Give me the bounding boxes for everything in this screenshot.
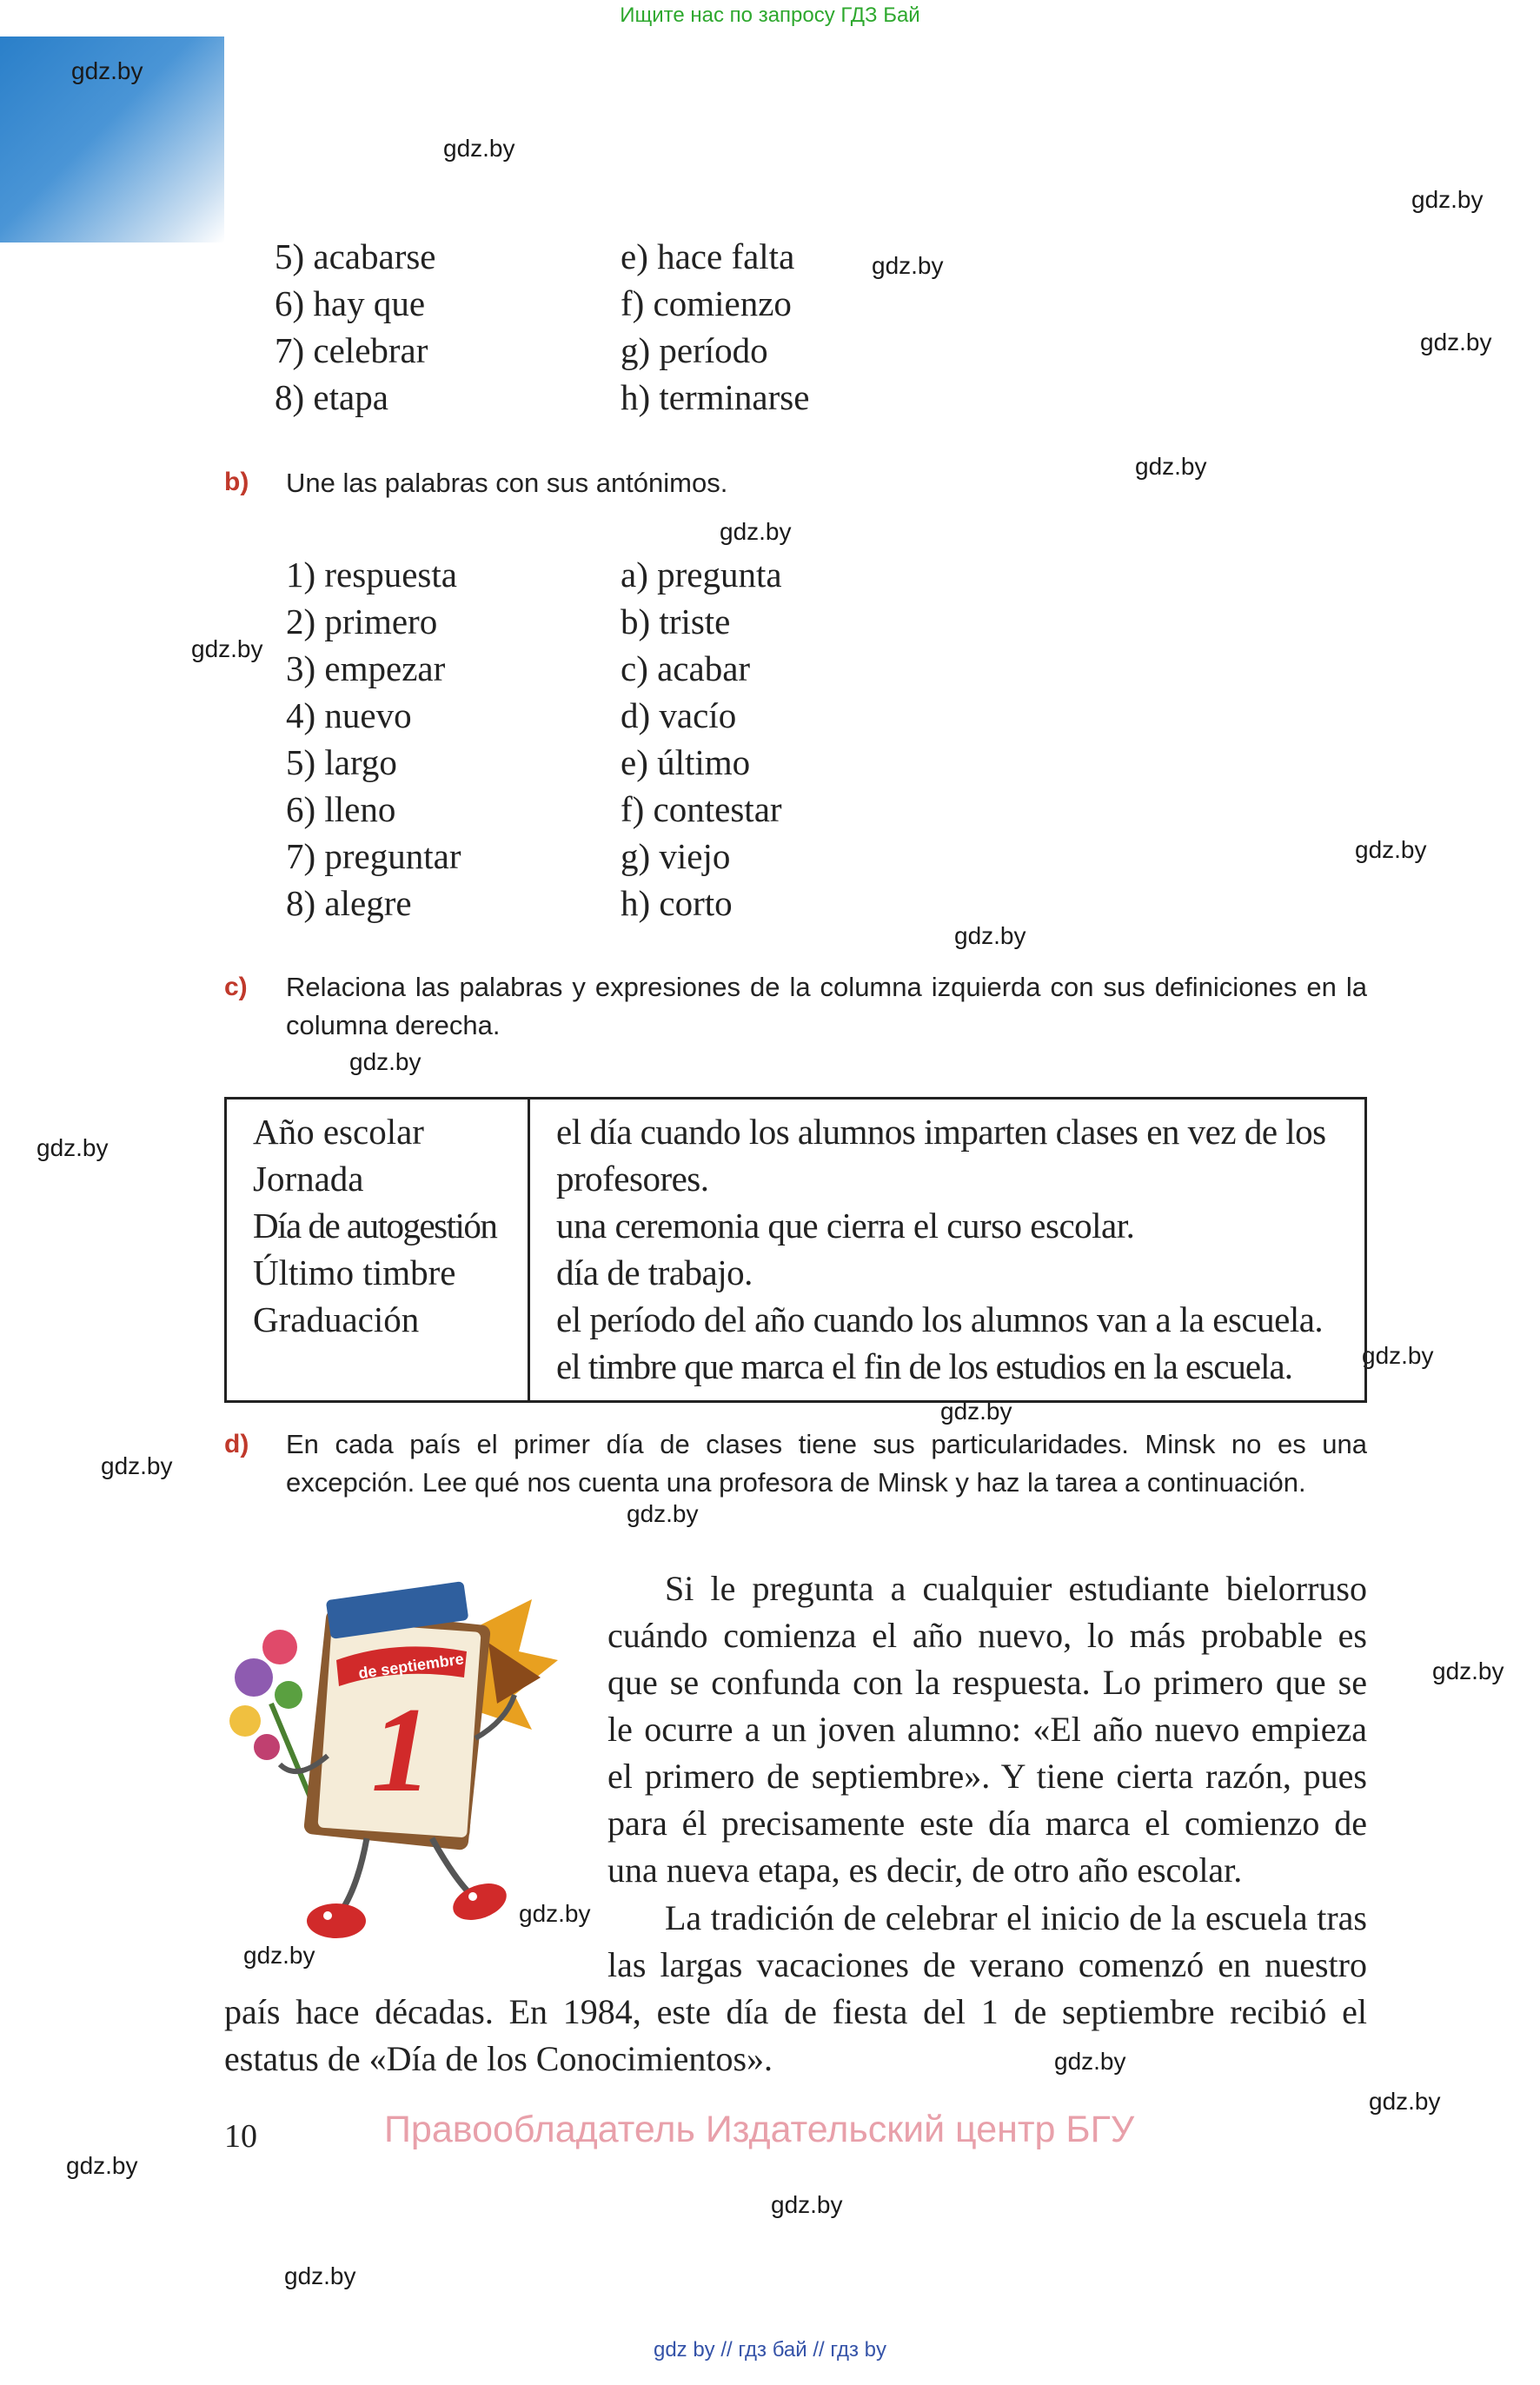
bottom-banner[interactable]: gdz by // гдз бай // гдз by [653,2338,887,2362]
left-item: 2) primero [286,601,438,641]
term: Año escolar [253,1112,424,1152]
page-number: 10 [224,2118,257,2155]
definitions-column [529,1099,1366,1402]
watermark: gdz.by [954,922,1026,949]
definitions-table [224,1097,1367,1403]
watermark: gdz.by [771,2191,843,2218]
reading-paragraph-2 [224,1895,1367,2083]
watermark: gdz.by [349,1048,422,1075]
watermark: gdz.by [37,1134,109,1161]
watermark: gdz.by [1362,1342,1434,1369]
right-item: h) terminarse [621,377,810,417]
reading-paragraph-1 [607,1565,1367,1894]
term: Día de autogestión [253,1206,497,1246]
task-d-letter: d) [224,1430,249,1458]
watermark: gdz.by [1355,836,1427,863]
task-c-instruction: Relaciona las palabras y expresiones de la columna izquierda con sus definiciones en la columna derecha. [286,972,1367,1040]
right-item: g) viejo [621,836,731,876]
right-item: h) corto [621,883,733,923]
rights-holder: Правообладатель Издательский центр БГУ [384,2109,1135,2150]
left-item: 7) preguntar [286,836,461,876]
wrap-spacer [224,1895,607,1989]
left-item: 4) nuevo [286,695,412,735]
definition: una ceremonia que cierra el curso escolar. [556,1206,1135,1246]
right-item: d) vacío [621,695,737,735]
left-item: 1) respuesta [286,555,457,595]
task-d-instruction: En cada país el primer día de clases tiene sus particularidades. Minsk no es una excepción. Lee qué nos cuenta una profesora de Minsk y haz la tarea a continuación. [286,1429,1367,1498]
left-item: 8) etapa [275,377,388,417]
task-b-instruction: Une las palabras con sus antónimos. [286,468,728,498]
watermark: gdz.by [66,2152,138,2179]
term: Jornada [253,1159,364,1199]
top-banner[interactable]: Ищите нас по запросу ГДЗ Бай [620,3,920,27]
paragraph-2-text: La tradición de celebrar el inicio de la escuela tras las largas vacaciones de verano comenzó en nuestro país hace décadas. En 1984, este día de fiesta del 1 de septiembre recibió el estatus de «Día de los Conocimientos». [224,1898,1367,2078]
task-c-letter: c) [224,973,248,1001]
watermark: gdz.by [191,635,263,662]
term: Graduación [253,1299,420,1339]
left-item: 8) alegre [286,883,412,923]
right-item: f) contestar [621,789,782,829]
definition: día de trabajo. [556,1252,753,1292]
left-item: 7) celebrar [275,330,428,370]
calendar-month: de septiembre [357,1650,465,1683]
left-item: 6) lleno [286,789,396,829]
definition: el día cuando los alumnos imparten clases en vez de los profesores. [556,1112,1326,1199]
watermark: gdz.by [71,57,143,84]
watermark: gdz.by [1135,453,1207,480]
watermark: gdz.by [1420,329,1492,355]
watermark: gdz.by [284,2262,356,2289]
paragraph-1-text: Si le pregunta a cualquier estudiante bielorruso cuándo comienza el año nuevo, lo más probable es que se confunda con la respuesta. Lo primero que se le ocurre a un joven alumno: «El año nuevo empieza el primero de septiembre». Y tiene cierta razón, pues para él precisamente este día marca el comienzo de una nueva etapa, es decir, de otro año escolar. [607,1569,1367,1890]
right-item: a) pregunta [621,555,782,595]
definition: el timbre que marca el fin de los estudios en la escuela. [556,1346,1292,1386]
watermark: gdz.by [940,1398,1012,1425]
definition: el período del año cuando los alumnos van a la escuela. [556,1299,1324,1339]
calendar-day: 1 [371,1683,432,1817]
watermark: gdz.by [1369,2088,1441,2115]
watermark: gdz.by [720,518,792,545]
watermark: gdz.by [627,1500,699,1527]
task-b-letter: b) [224,468,249,496]
left-item: 6) hay que [275,283,426,323]
term: Último timbre [253,1252,456,1292]
right-item: c) acabar [621,648,751,688]
left-item: 5) acabarse [275,236,436,276]
watermark: gdz.by [1054,2048,1126,2075]
left-item: 5) largo [286,742,397,782]
right-item: e) hace falta [621,236,795,276]
watermark: gdz.by [243,1942,315,1969]
watermark: gdz.by [443,135,515,162]
watermark: gdz.by [519,1900,591,1927]
right-item: e) último [621,742,751,782]
watermark: gdz.by [1411,186,1484,213]
right-item: g) período [621,330,768,370]
watermark: gdz.by [872,252,944,279]
terms-column [226,1099,529,1402]
right-item: f) comienzo [621,283,792,323]
right-item: b) triste [621,601,731,641]
left-item: 3) empezar [286,648,446,688]
watermark: gdz.by [1432,1658,1504,1684]
watermark: gdz.by [101,1452,173,1479]
